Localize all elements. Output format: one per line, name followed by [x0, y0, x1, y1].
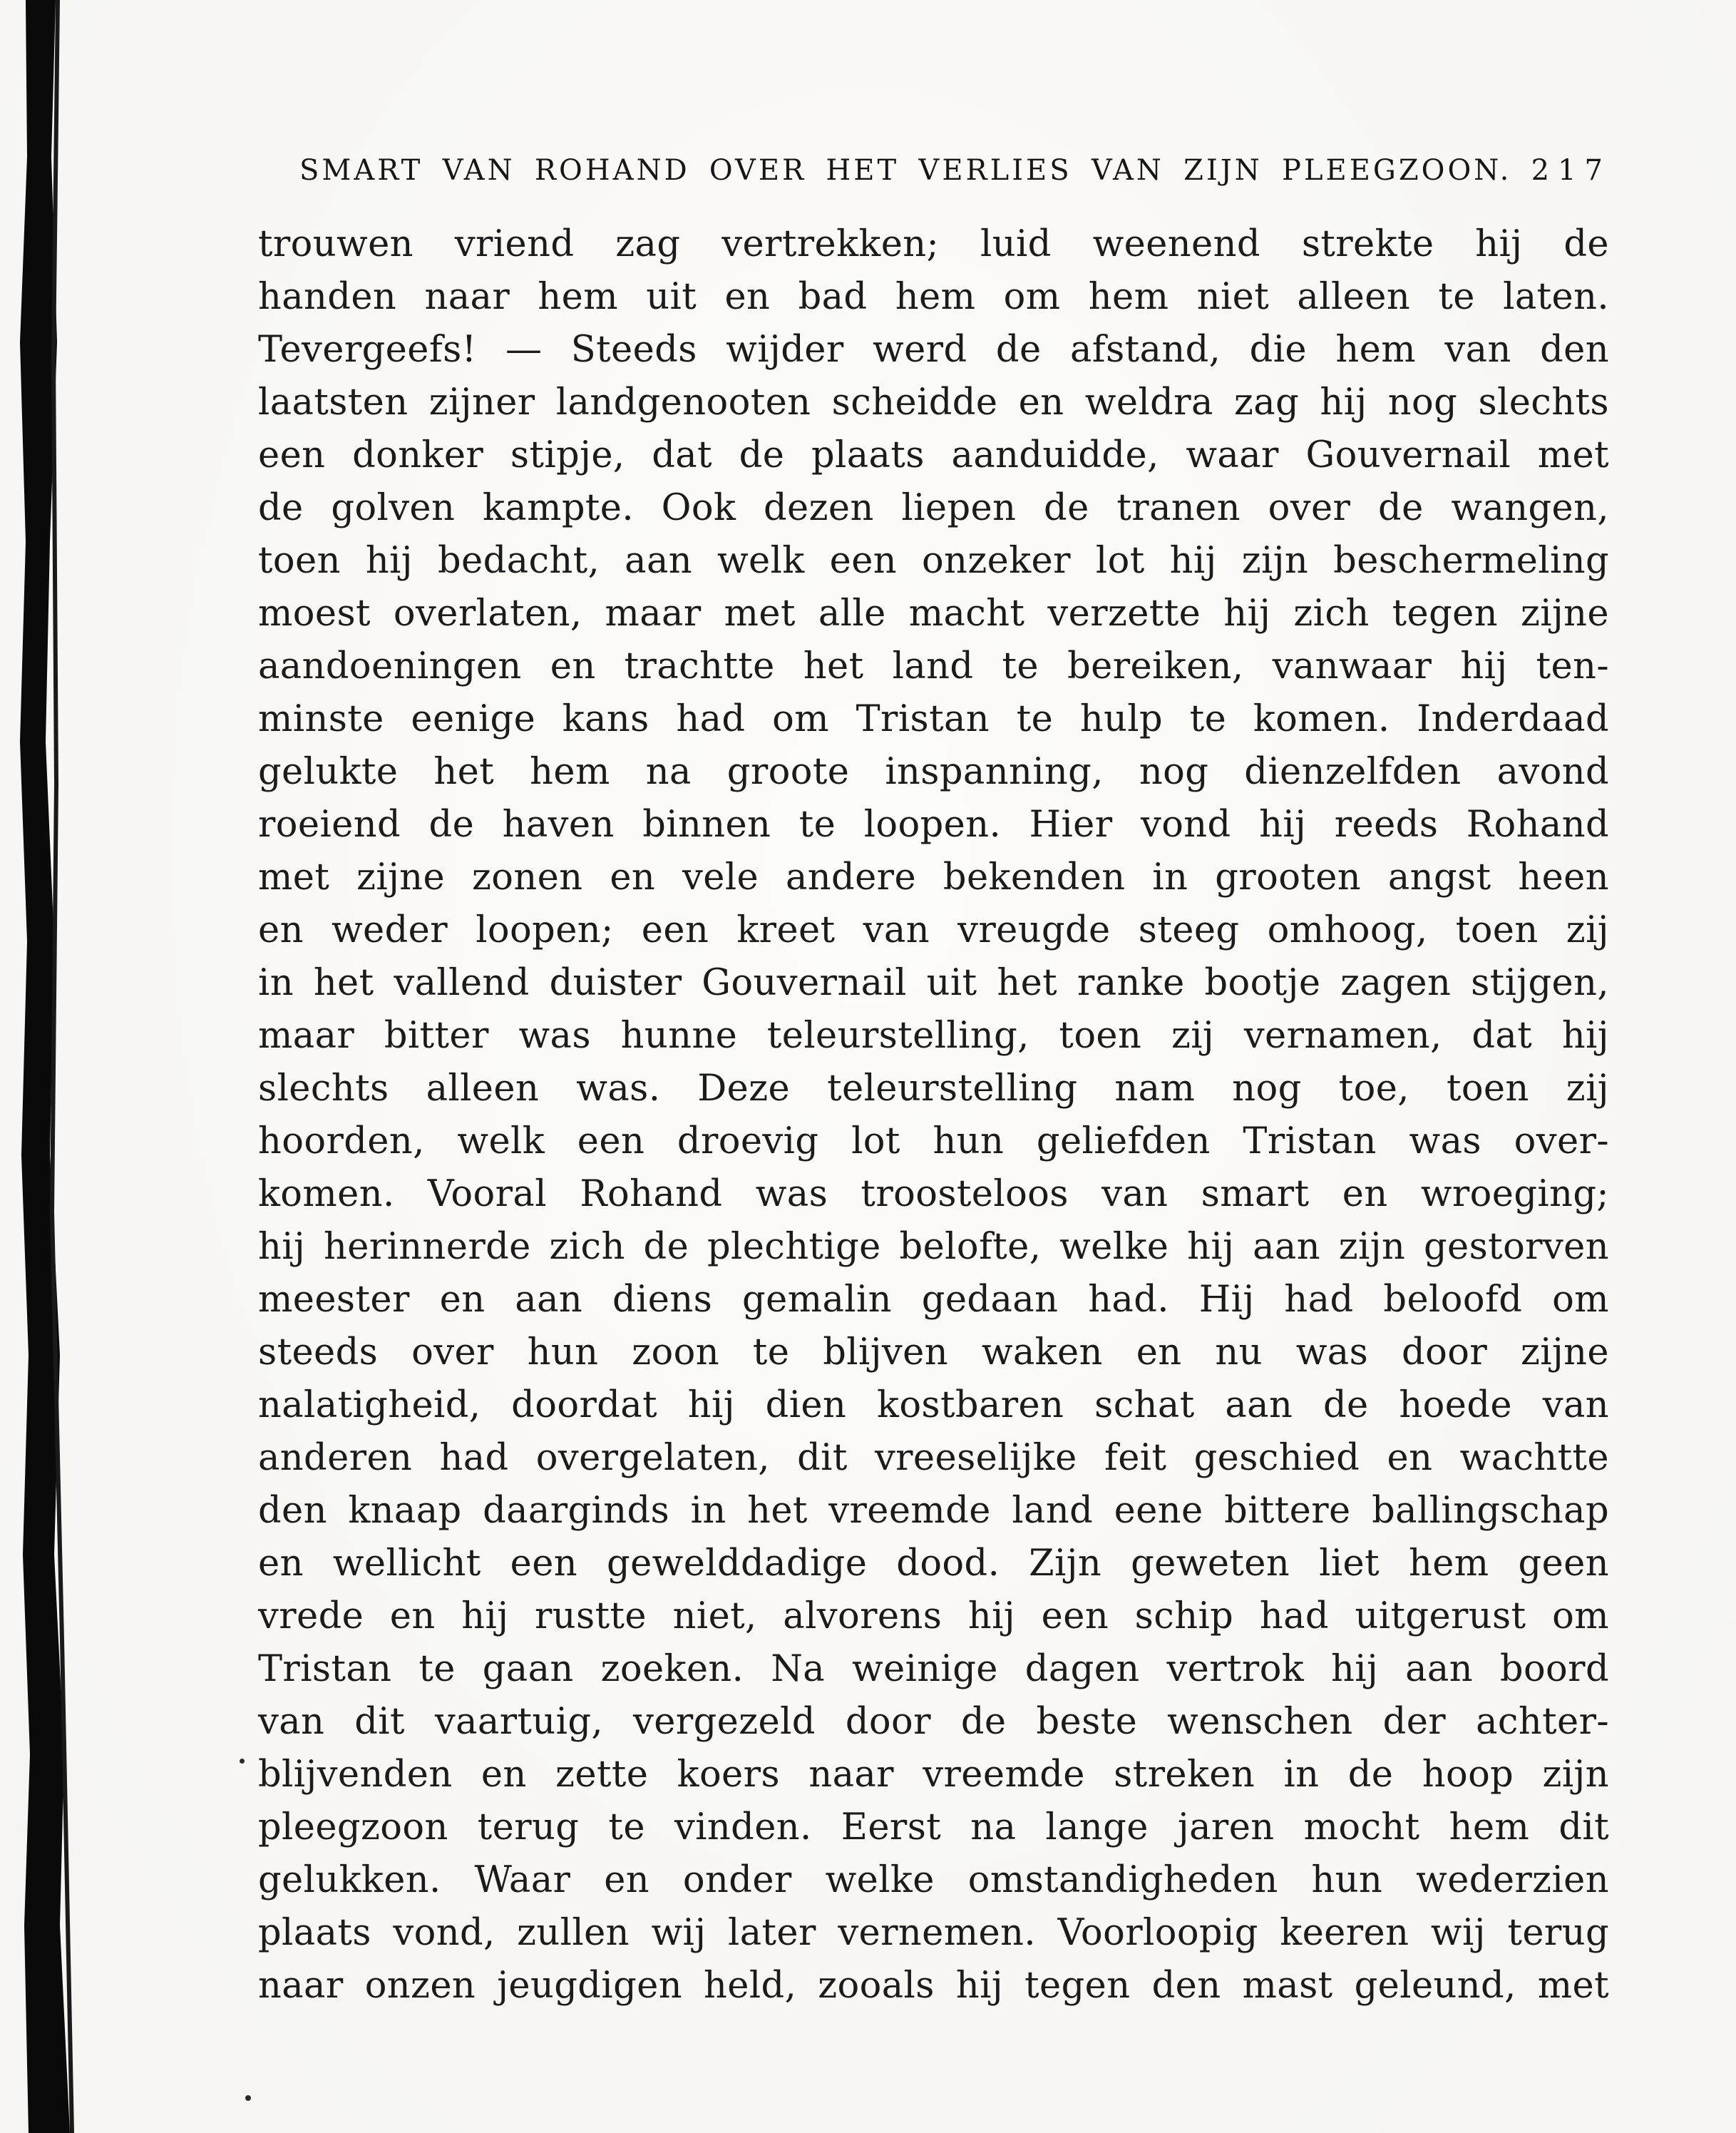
text-line: hij herinnerde zich de plechtige belofte, welke hij aan zijn gestorven	[258, 1226, 1609, 1268]
text-line: slechts alleen was. Deze teleurstelling nam nog toe, toen zij	[258, 1068, 1609, 1110]
page-header	[299, 154, 1611, 187]
running-title: SMART VAN ROHAND OVER HET VERLIES VAN ZIJN PLEEGZOON.	[299, 154, 1512, 187]
text-line: nalatigheid, doordat hij dien kostbaren schat aan de hoede van	[258, 1384, 1609, 1426]
text-line: minste eenige kans had om Tristan te hulp te komen. Inderdaad	[258, 698, 1609, 740]
text-line: hoorden, welk een droevig lot hun geliefden Tristan was over-	[258, 1120, 1609, 1162]
body-text	[258, 218, 1609, 2012]
text-line: anderen had overgelaten, dit vreeselijke feit geschied en wachtte	[258, 1437, 1609, 1479]
text-line: steeds over hun zoon te blijven waken en nu was door zijne	[258, 1331, 1609, 1374]
text-line: en wellicht een gewelddadige dood. Zijn geweten liet hem geen	[258, 1543, 1609, 1585]
text-line: naar onzen jeugdigen held, zooals hij tegen den mast geleund, met	[258, 1965, 1609, 2007]
text-line: roeiend de haven binnen te loopen. Hier vond hij reeds Rohand	[258, 804, 1609, 846]
text-line: de golven kampte. Ook dezen liepen de tranen over de wangen,	[258, 487, 1609, 529]
text-line: vrede en hij rustte niet, alvorens hij een schip had uitgerust om	[258, 1595, 1609, 1637]
text-line: een donker stipje, dat de plaats aanduidde, waar Gouvernail met	[258, 434, 1609, 476]
text-line: moest overlaten, maar met alle macht verzette hij zich tegen zijne	[258, 593, 1609, 635]
text-line: gelukken. Waar en onder welke omstandigheden hun wederzien	[258, 1859, 1609, 1901]
text-line: Tevergeefs! — Steeds wijder werd de afstand, die hem van den	[258, 329, 1609, 371]
book-gutter-shadow	[0, 0, 93, 2133]
ink-speck	[240, 1759, 245, 1764]
text-line: maar bitter was hunne teleurstelling, toen zij vernamen, dat hij	[258, 1015, 1609, 1057]
text-line: in het vallend duister Gouvernail uit het ranke bootje zagen stijgen,	[258, 962, 1609, 1004]
text-line: van dit vaartuig, vergezeld door de beste wenschen der achter-	[258, 1701, 1609, 1743]
text-line: handen naar hem uit en bad hem om hem niet alleen te laten.	[258, 276, 1609, 318]
text-line: toen hij bedacht, aan welk een onzeker lot hij zijn beschermeling	[258, 540, 1609, 582]
text-line: trouwen vriend zag vertrekken; luid weenend strekte hij de	[258, 223, 1609, 265]
text-line: en weder loopen; een kreet van vreugde steeg omhoog, toen zij	[258, 909, 1609, 951]
text-line: gelukte het hem na groote inspanning, nog dienzelfden avond	[258, 751, 1609, 793]
page-number: 217	[1531, 154, 1611, 187]
text-line: met zijne zonen en vele andere bekenden in grooten angst heen	[258, 856, 1609, 899]
text-line: laatsten zijner landgenooten scheidde en weldra zag hij nog slechts	[258, 382, 1609, 424]
text-line: blijvenden en zette koers naar vreemde streken in de hoop zijn	[258, 1754, 1609, 1796]
text-line: aandoeningen en trachtte het land te bereiken, vanwaar hij ten-	[258, 645, 1609, 687]
ink-speck	[245, 2095, 251, 2101]
text-line: Tristan te gaan zoeken. Na weinige dagen vertrok hij aan boord	[258, 1648, 1609, 1690]
text-line: pleegzoon terug te vinden. Eerst na lange jaren mocht hem dit	[258, 1806, 1609, 1848]
text-line: den knaap daarginds in het vreemde land eene bittere ballingschap	[258, 1490, 1609, 1532]
text-line: komen. Vooral Rohand was troosteloos van smart en wroeging;	[258, 1173, 1609, 1215]
text-line: plaats vond, zullen wij later vernemen. Voorloopig keeren wij terug	[258, 1912, 1609, 1954]
text-line: meester en aan diens gemalin gedaan had. Hij had beloofd om	[258, 1279, 1609, 1321]
